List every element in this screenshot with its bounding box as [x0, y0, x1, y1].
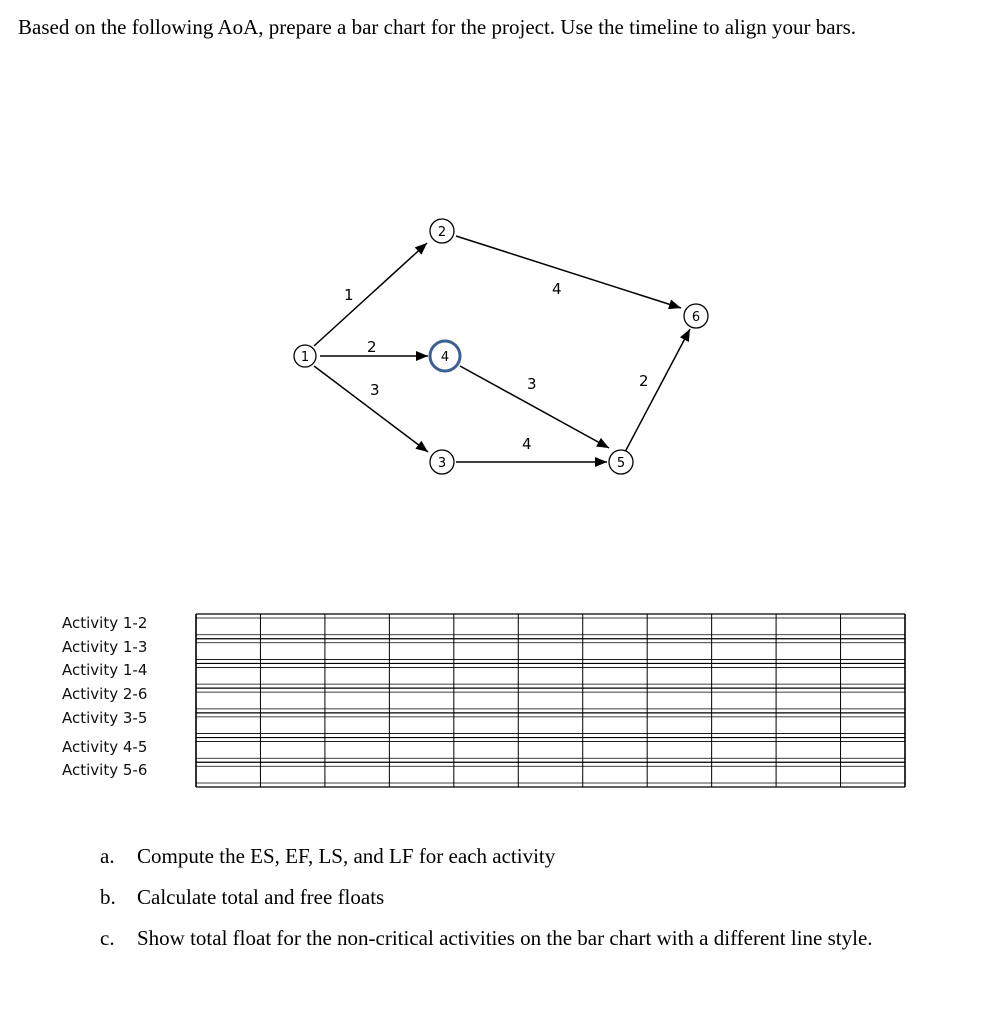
node-6-label: 6: [691, 310, 701, 325]
edge-label-5-6: 2: [639, 372, 649, 390]
edge-label-3-5: 4: [522, 435, 532, 453]
question-text: Show total float for the non-critical activities on the bar chart with a different line style.: [137, 926, 873, 950]
question-text: Compute the ES, EF, LS, and LF for each activity: [137, 844, 556, 868]
question-letter: b.: [100, 885, 116, 909]
activity-label: Activity 1-2: [62, 614, 148, 632]
activity-label: Activity 2-6: [62, 685, 148, 703]
node-2-label: 2: [437, 225, 447, 240]
question-list: [100, 836, 960, 959]
question-letter: a.: [100, 844, 115, 868]
edge-label-1-3: 3: [370, 381, 380, 399]
question-a: [100, 836, 960, 877]
edge-label-1-4: 2: [367, 338, 377, 356]
node-4-label: 4: [440, 350, 450, 365]
node-3-label: 3: [437, 456, 447, 471]
activity-label: Activity 4-5: [62, 738, 148, 756]
activity-label: Activity 5-6: [62, 761, 148, 779]
node-5-label: 5: [616, 456, 626, 471]
question-text: Calculate total and free floats: [137, 885, 385, 909]
question-c: [100, 918, 960, 959]
node-1-label: 1: [300, 350, 310, 365]
intro-paragraph: Based on the following AoA, prepare a bar chart for the project. Use the timeline to align your bars.: [18, 15, 856, 39]
activity-label: Activity 1-3: [62, 638, 148, 656]
question-letter: c.: [100, 926, 115, 950]
edge-label-2-6: 4: [552, 280, 562, 298]
activity-label: Activity 1-4: [62, 661, 148, 679]
activity-label: Activity 3-5: [62, 709, 148, 727]
question-b: [100, 877, 960, 918]
edge-label-1-2: 1: [344, 286, 354, 304]
edge-label-4-5: 3: [527, 375, 537, 393]
